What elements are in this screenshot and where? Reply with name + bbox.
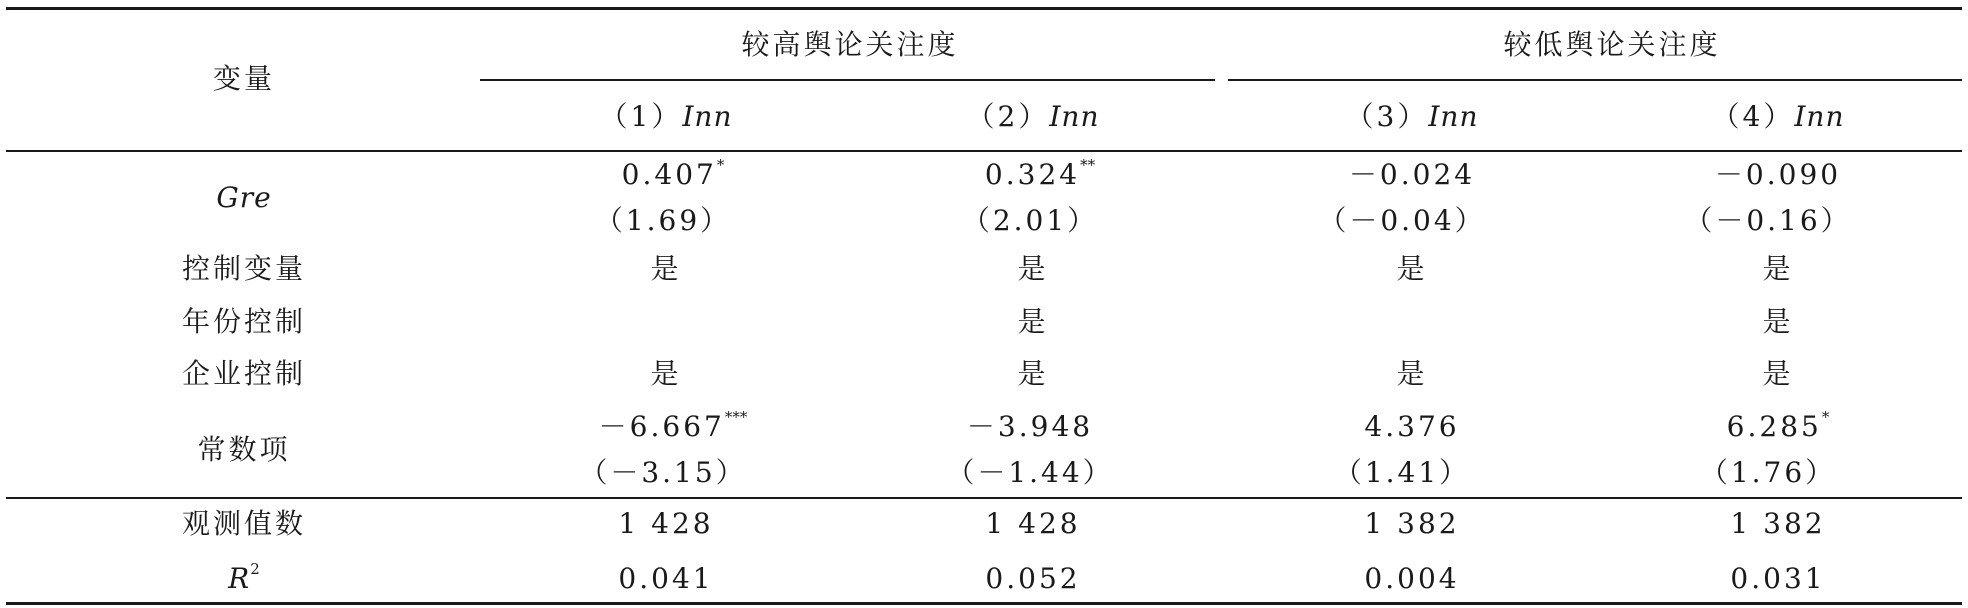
obs-value-1: 1 428 xyxy=(618,507,714,540)
gre-tstat-3: （－0.04） xyxy=(1318,204,1486,237)
column-header-2: （2）Inn xyxy=(966,100,1100,133)
year-value-2: 是 xyxy=(1017,305,1049,338)
header-bottom-rule xyxy=(6,150,1962,152)
group-header-low: 较低舆论关注度 xyxy=(1503,28,1721,61)
group-underline-high xyxy=(480,79,1215,81)
row-label-obs: 观测值数 xyxy=(181,507,307,540)
gre-tstat-2: （2.01） xyxy=(961,204,1099,237)
gre-tstat-4: （－0.16） xyxy=(1684,204,1852,237)
firm-value-2: 是 xyxy=(1017,357,1049,390)
obs-value-3: 1 382 xyxy=(1364,507,1460,540)
row-label-r2: $R^2$ xyxy=(228,560,260,595)
bottom-rule xyxy=(6,602,1962,605)
gre-coef-2: 0.324** xyxy=(984,156,1096,191)
gre-tstat-1: （1.69） xyxy=(594,204,732,237)
top-rule xyxy=(6,7,1962,10)
firm-value-4: 是 xyxy=(1762,357,1794,390)
constant-tstat-4: （1.76） xyxy=(1699,456,1837,489)
gre-coef-3: －0.024 xyxy=(1348,158,1476,191)
controls-value-1: 是 xyxy=(650,252,682,285)
controls-value-3: 是 xyxy=(1396,252,1428,285)
constant-tstat-3: （1.41） xyxy=(1333,456,1471,489)
obs-value-4: 1 382 xyxy=(1730,507,1826,540)
year-value-4: 是 xyxy=(1762,305,1794,338)
row-label-firm: 企业控制 xyxy=(181,357,307,390)
column-header-4: （4）Inn xyxy=(1711,100,1845,133)
column-header-3: （3）Inn xyxy=(1345,100,1479,133)
r2-value-2: 0.052 xyxy=(985,562,1081,595)
obs-value-2: 1 428 xyxy=(985,507,1081,540)
r2-value-1: 0.041 xyxy=(618,562,714,595)
constant-tstat-2: （－1.44） xyxy=(946,456,1114,489)
variable-header: 变量 xyxy=(212,62,276,95)
group-underline-low xyxy=(1228,79,1962,81)
stats-divider-rule xyxy=(6,497,1962,499)
constant-coef-4: 6.285* xyxy=(1726,408,1830,443)
firm-value-3: 是 xyxy=(1396,357,1428,390)
group-header-high: 较高舆论关注度 xyxy=(741,28,959,61)
r2-value-4: 0.031 xyxy=(1730,562,1826,595)
gre-coef-4: －0.090 xyxy=(1714,158,1842,191)
constant-coef-1: －6.667*** xyxy=(598,408,748,443)
constant-coef-3: 4.376 xyxy=(1364,410,1460,443)
firm-value-1: 是 xyxy=(650,357,682,390)
gre-coef-1: 0.407* xyxy=(621,156,725,191)
row-label-year: 年份控制 xyxy=(181,305,307,338)
row-label-controls: 控制变量 xyxy=(181,252,307,285)
row-label-gre: Gre xyxy=(216,181,272,214)
controls-value-2: 是 xyxy=(1017,252,1049,285)
row-label-constant: 常数项 xyxy=(197,433,291,466)
controls-value-4: 是 xyxy=(1762,252,1794,285)
r2-value-3: 0.004 xyxy=(1364,562,1460,595)
column-header-1: （1）Inn xyxy=(599,100,733,133)
constant-tstat-1: （－3.15） xyxy=(579,456,747,489)
constant-coef-2: －3.948 xyxy=(966,410,1094,443)
